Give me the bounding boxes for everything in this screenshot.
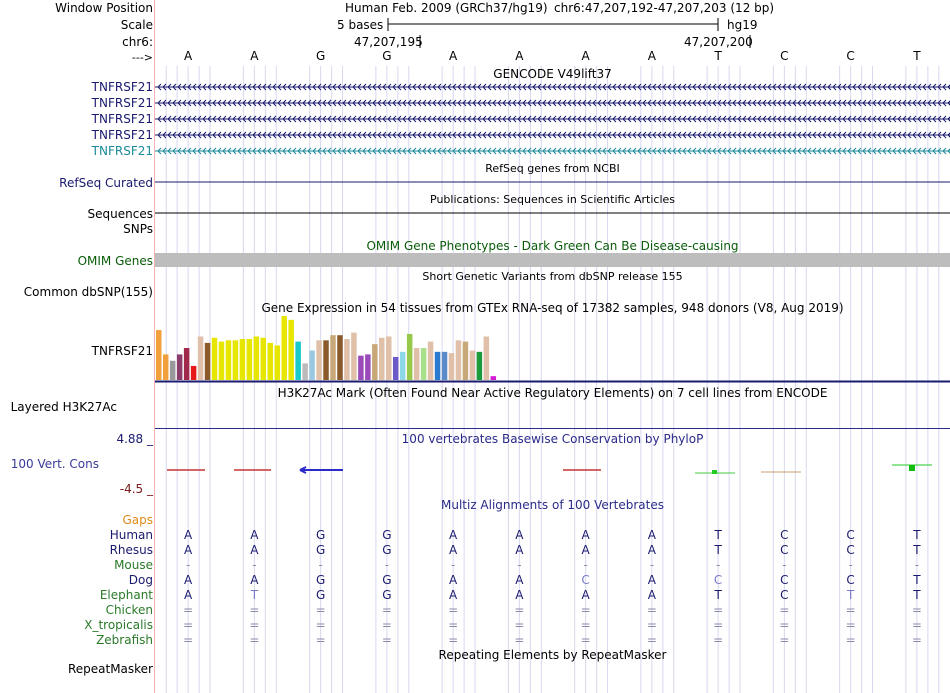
base-letter: C: [846, 49, 855, 63]
track-label-column: [0, 0, 153, 693]
gtex-tissue-bar: [463, 342, 469, 380]
gtex-tissue-bar: [163, 354, 169, 380]
alignment-base: T: [714, 543, 722, 557]
coord-left-text: 47,207,195: [354, 35, 423, 49]
base-letter: C: [780, 49, 789, 63]
alignment-base: A: [184, 588, 193, 602]
gtex-tissue-bar: [442, 352, 448, 380]
multiz-track-title: Multiz Alignments of 100 Vertebrates: [440, 498, 665, 512]
base-letter: G: [315, 49, 326, 63]
alignment-base: C: [780, 573, 789, 587]
alignment-base: G: [382, 528, 392, 542]
alignment-base: -: [782, 558, 787, 572]
refseq-track-title: RefSeq genes from NCBI: [485, 162, 620, 175]
alignment-base: =: [448, 633, 459, 647]
alignment-base: C: [846, 543, 855, 557]
gtex-tissue-bar: [344, 339, 350, 380]
gtex-tissue-bar: [414, 348, 420, 380]
scale-text: 5 bases: [337, 18, 384, 32]
alignment-base: =: [249, 603, 260, 617]
alignment-base: C: [780, 528, 789, 542]
base-letter: G: [382, 49, 392, 63]
gtex-tissue-bar: [219, 342, 225, 380]
dbsnp-track-title: Short Genetic Variants from dbSNP release 155: [422, 270, 683, 283]
alignment-base: -: [252, 558, 257, 572]
alignment-base: =: [183, 603, 194, 617]
phylop-mark: [909, 465, 915, 471]
alignment-base: A: [515, 588, 524, 602]
alignment-base: G: [382, 573, 392, 587]
h3k27ac-track-label[interactable]: Layered H3K27Ac: [10, 400, 117, 414]
alignment-base: =: [713, 618, 724, 632]
gencode-gene-label[interactable]: TNFRSF21: [91, 80, 153, 94]
alignment-base: A: [647, 588, 656, 602]
alignment-base: -: [517, 558, 522, 572]
gtex-tissue-bar: [400, 352, 406, 380]
alignment-base: A: [515, 573, 524, 587]
refseq-track-label[interactable]: RefSeq Curated: [59, 176, 153, 190]
assembly-text: Human Feb. 2009 (GRCh37/hg19): [345, 1, 548, 15]
scale-label: Scale: [120, 18, 153, 32]
species-label[interactable]: Dog: [128, 573, 153, 587]
gtex-tissue-bar: [184, 348, 190, 380]
gtex-tissue-bar: [274, 345, 280, 380]
alignment-base: C: [713, 573, 723, 587]
snps-track-label[interactable]: SNPs: [123, 222, 153, 236]
alignment-base: -: [848, 558, 853, 572]
alignment-base: G: [382, 588, 392, 602]
gtex-tissue-bar: [191, 366, 197, 380]
gencode-gene-label[interactable]: TNFRSF21: [91, 96, 153, 110]
alignment-base: =: [646, 633, 657, 647]
gtex-tissue-bar: [261, 338, 267, 380]
alignment-base: T: [846, 588, 855, 602]
alignment-base: =: [514, 618, 525, 632]
strand-arrow-label: --->: [131, 51, 153, 64]
alignment-base: A: [515, 528, 524, 542]
alignment-base: =: [249, 633, 260, 647]
alignment-base: =: [845, 603, 856, 617]
alignment-base: =: [911, 633, 922, 647]
gtex-tissue-bar: [198, 336, 204, 380]
gtex-tissue-bar: [268, 343, 274, 380]
alignment-base: =: [911, 618, 922, 632]
gtex-tissue-bar: [351, 333, 357, 380]
alignment-base: A: [250, 528, 259, 542]
phylop-track-label[interactable]: 100 Vert. Cons: [10, 457, 99, 471]
gencode-track-title: GENCODE V49lift37: [493, 67, 612, 81]
base-letter: A: [581, 49, 590, 63]
gencode-gene-label[interactable]: TNFRSF21: [91, 128, 153, 142]
gtex-tissue-bar: [470, 351, 476, 380]
gtex-tissue-bar: [316, 340, 322, 380]
alignment-base: =: [448, 618, 459, 632]
base-letter: A: [515, 49, 524, 63]
base-letter: A: [250, 49, 259, 63]
alignment-base: A: [184, 573, 193, 587]
gtex-tissue-bar: [302, 363, 308, 380]
base-letter: A: [647, 49, 656, 63]
alignment-base: =: [448, 603, 459, 617]
species-label[interactable]: X_tropicalis: [84, 618, 153, 632]
alignment-base: =: [845, 618, 856, 632]
omim-track-title: OMIM Gene Phenotypes - Dark Green Can Be Disease-causing: [366, 239, 739, 253]
alignment-base: T: [913, 573, 921, 587]
phylop-min-label: -4.5 _: [119, 482, 153, 496]
alignment-base: T: [913, 543, 921, 557]
gtex-tissue-bar: [393, 357, 399, 380]
gtex-tissue-bar: [421, 348, 427, 380]
publications-track-label[interactable]: Sequences: [87, 207, 153, 221]
alignment-base: =: [514, 633, 525, 647]
gencode-gene-label[interactable]: TNFRSF21: [91, 112, 153, 126]
alignment-base: A: [184, 528, 193, 542]
alignment-base: A: [449, 543, 458, 557]
gtex-tissue-bar: [254, 336, 260, 380]
alignment-base: C: [780, 543, 789, 557]
alignment-base: A: [250, 573, 259, 587]
alignment-base: A: [250, 543, 259, 557]
gtex-tissue-bar: [358, 356, 364, 380]
alignment-base: T: [913, 528, 921, 542]
species-label[interactable]: Elephant: [99, 588, 153, 602]
alignment-base: =: [183, 618, 194, 632]
alignment-base: =: [381, 618, 392, 632]
alignment-base: =: [580, 618, 591, 632]
alignment-base: A: [647, 543, 656, 557]
alignment-base: -: [715, 558, 721, 572]
gtex-tissue-bar: [330, 335, 336, 380]
repeatmasker-track-label[interactable]: RepeatMasker: [67, 662, 153, 676]
gencode-gene-label[interactable]: TNFRSF21: [91, 144, 153, 158]
alignment-base: A: [515, 543, 524, 557]
alignment-base: =: [315, 618, 326, 632]
gtex-tissue-bar: [281, 316, 287, 380]
gtex-tissue-bar: [379, 338, 385, 380]
gtex-tissue-bar: [240, 339, 246, 380]
alignment-base: C: [846, 528, 855, 542]
species-label[interactable]: Zebrafish: [96, 633, 153, 647]
coord-right-text: 47,207,200: [684, 35, 753, 49]
gtex-tissue-bar: [407, 334, 413, 380]
alignment-base: =: [779, 618, 790, 632]
track-graphics[interactable]: [155, 0, 950, 693]
gtex-tissue-bar: [233, 340, 239, 380]
gtex-tissue-bar: [337, 335, 343, 380]
gtex-tissue-bar: [170, 361, 176, 380]
gtex-tissue-bar: [491, 376, 497, 380]
alignment-base: =: [646, 603, 657, 617]
gtex-tissue-bar: [177, 354, 183, 380]
base-letter: T: [913, 49, 921, 63]
gtex-tissue-bar: [288, 320, 294, 380]
omim-track-label[interactable]: OMIM Genes: [77, 254, 153, 268]
alignment-base: =: [845, 633, 856, 647]
alignment-base: =: [911, 603, 922, 617]
alignment-base: =: [249, 618, 260, 632]
publications-track-title: Publications: Sequences in Scientific Articles: [430, 193, 675, 206]
gtex-tissue-bar: [295, 342, 301, 380]
alignment-base: =: [580, 603, 591, 617]
chrom-label: chr6:: [122, 35, 153, 49]
alignment-base: =: [381, 633, 392, 647]
omim-gene-bar: [155, 253, 950, 267]
gtex-tissue-bar: [323, 340, 329, 380]
alignment-base: A: [647, 573, 656, 587]
alignment-base: -: [384, 558, 390, 572]
alignment-base: A: [647, 528, 656, 542]
species-label[interactable]: Rhesus: [109, 543, 153, 557]
alignment-base: -: [914, 558, 920, 572]
alignment-base: =: [183, 633, 194, 647]
alignment-base: G: [382, 543, 392, 557]
alignment-base: =: [713, 603, 724, 617]
gtex-tissue-bar: [435, 352, 441, 380]
alignment-base: C: [780, 588, 789, 602]
gtex-tissue-bar: [205, 343, 211, 380]
gtex-tissue-bar: [477, 352, 483, 380]
phylop-mark: [300, 467, 343, 473]
phylop-track-title: 100 vertebrates Basewise Conservation by PhyloP: [401, 432, 704, 446]
alignment-base: -: [185, 558, 191, 572]
base-letter: A: [449, 49, 458, 63]
base-letter: T: [714, 49, 722, 63]
alignment-base: C: [846, 573, 855, 587]
alignment-base: C: [581, 573, 590, 587]
repeatmasker-track-title: Repeating Elements by RepeatMasker: [438, 648, 667, 662]
alignment-base: A: [449, 588, 458, 602]
alignment-base: =: [580, 633, 591, 647]
assembly-short-text: hg19: [727, 18, 758, 32]
gtex-tissue-bar: [372, 344, 378, 380]
window-position-label: Window Position: [55, 1, 153, 15]
alignment-base: T: [714, 588, 722, 602]
gtex-tissue-bar: [484, 336, 490, 380]
alignment-base: -: [450, 558, 456, 572]
gtex-tissue-bar: [386, 336, 392, 380]
gtex-tissue-bar: [428, 342, 434, 380]
alignment-base: =: [315, 603, 326, 617]
gtex-tissue-bar: [226, 340, 232, 380]
gtex-tissue-bar: [309, 351, 315, 380]
alignment-base: A: [449, 528, 458, 542]
species-label[interactable]: Mouse: [114, 558, 153, 572]
species-label[interactable]: Chicken: [105, 603, 153, 617]
dbsnp-track-label[interactable]: Common dbSNP(155): [23, 285, 153, 299]
h3k27ac-track-title: H3K27Ac Mark (Often Found Near Active Regulatory Elements) on 7 cell lines from ENCODE: [277, 386, 828, 400]
alignment-base: A: [581, 528, 590, 542]
species-label[interactable]: Human: [109, 528, 153, 542]
phylop-mark: [712, 470, 717, 474]
alignment-base: T: [250, 588, 259, 602]
gtex-tissue-bar: [456, 340, 462, 380]
alignment-base: =: [713, 633, 724, 647]
alignment-base: =: [646, 618, 657, 632]
alignment-base: =: [779, 633, 790, 647]
multiz-gaps-label: Gaps: [122, 513, 153, 527]
alignment-base: =: [514, 603, 525, 617]
alignment-base: =: [381, 603, 392, 617]
alignment-base: A: [184, 543, 193, 557]
alignment-base: =: [315, 633, 326, 647]
gtex-track-title: Gene Expression in 54 tissues from GTEx RNA-seq of 17382 samples, 948 donors (V8, Aug 2019): [261, 301, 844, 315]
alignment-base: G: [315, 573, 326, 587]
gtex-tissue-bar: [247, 339, 253, 380]
alignment-base: G: [315, 528, 326, 542]
alignment-base: -: [583, 558, 588, 572]
gtex-tissue-bar: [365, 354, 371, 380]
alignment-base: G: [315, 588, 326, 602]
gtex-track-label[interactable]: TNFRSF21: [91, 344, 153, 358]
alignment-base: T: [913, 588, 921, 602]
alignment-base: -: [318, 558, 323, 572]
base-letter: A: [184, 49, 193, 63]
alignment-base: T: [714, 528, 722, 542]
gtex-tissue-bar: [212, 338, 218, 380]
alignment-base: G: [315, 543, 326, 557]
alignment-base: A: [449, 573, 458, 587]
phylop-max-label: 4.88 _: [116, 432, 153, 446]
position-text: chr6:47,207,192-47,207,203 (12 bp): [554, 1, 775, 15]
alignment-base: -: [649, 558, 655, 572]
gtex-tissue-bar: [156, 330, 162, 380]
alignment-base: A: [581, 588, 590, 602]
gtex-tissue-bar: [449, 353, 455, 380]
alignment-base: A: [581, 543, 590, 557]
alignment-base: =: [779, 603, 790, 617]
